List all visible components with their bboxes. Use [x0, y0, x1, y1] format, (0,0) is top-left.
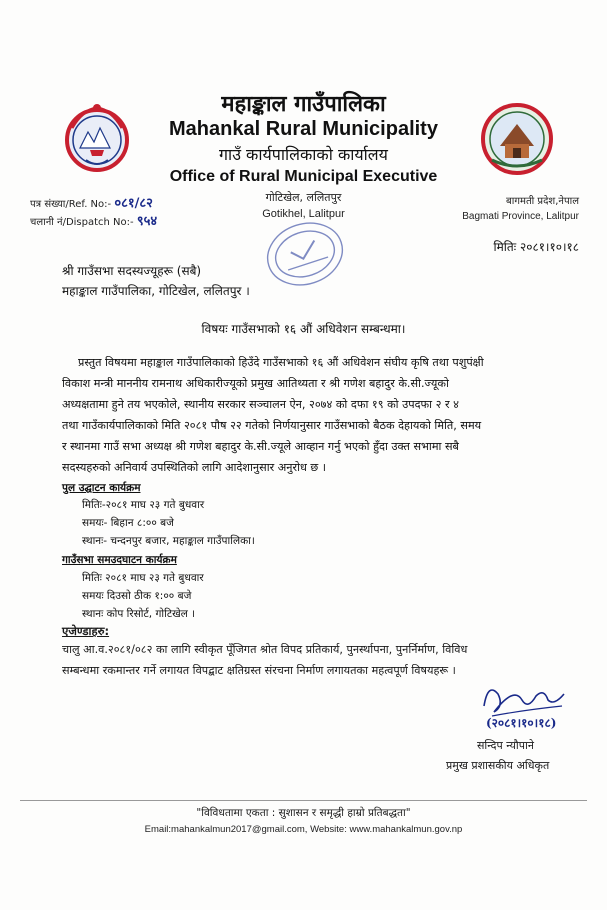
agenda-heading: एजेण्डाहरु:: [62, 624, 110, 638]
date-value: २०८१।१०।१८: [519, 240, 579, 254]
section-item: समयः दिउसो ठीक १:०० बजे: [82, 590, 192, 602]
signatory-name: सन्दिप न्यौपाने: [477, 739, 534, 752]
address-nepali: गोटिखेल, ललितपुर: [265, 191, 342, 204]
reference-value: ०८१/८२: [114, 196, 153, 211]
body-line: र स्थानमा गाउँ सभा अध्यक्ष श्री गणेश बहादुर के.सी.ज्यूले आव्हान गर्नु भएको हुँदा उक्त सभामा सबै: [62, 440, 459, 453]
signatory-title: प्रमुख प्रशासकीय अधिकृत: [446, 759, 550, 772]
section-heading: गाउँसभा समउदघाटन कार्यक्रम: [62, 554, 177, 566]
section-item: मितिः २०८१ माघ २३ गते बुधवार: [82, 572, 204, 584]
recipient-line-2: महाङ्काल गाउँपालिका, गोटिखेल, ललितपुर ।: [62, 284, 250, 298]
section-item: मितिः-२०८१ माघ २३ गते बुधवार: [82, 499, 205, 511]
body-line: सदस्यहरुको अनिवार्य उपस्थितिको लागि आदेशानुसार अनुरोध छ ।: [62, 461, 327, 474]
address-english: Gotikhel, Lalitpur: [262, 208, 345, 220]
office-name-nepali: गाउँ कार्यपालिकाको कार्यालय: [219, 145, 388, 164]
dispatch-label: चलानी नं/Dispatch No:-: [30, 217, 134, 228]
body-line: प्रस्तुत विषयमा महाङ्काल गाउँपालिकाको हिउँदे गाउँसभाको १६ औं अधिवेशन संघीय कृषि तथा पशुपंक्षी: [78, 356, 484, 369]
agenda-line: सम्बन्धमा रकमान्तर गर्ने लगायत विपद्बाट क्षतिग्रस्त संरचना निर्माण लगायतका महत्वपूर्ण विषयहरू ।: [62, 664, 456, 677]
section-item: स्थानः कोप रिसोर्ट, गोटिखेल ।: [82, 608, 196, 620]
reference-number: [30, 193, 153, 211]
office-name-english: Office of Rural Municipal Executive: [169, 168, 438, 185]
dispatch-value: ९५४: [136, 214, 158, 229]
municipality-name-nepali: महाङ्काल गाउँपालिका: [221, 92, 386, 117]
signature-date: (२०८१।१०।१८): [486, 716, 557, 730]
footer-motto: "विविधतामा एकता : सुशासन र समृद्धी हाम्रो प्रतिबद्धता": [196, 807, 411, 819]
letter-subject: विषयः गाउँसभाको १६ औं अधिवेशन सम्बन्धमा।: [201, 322, 406, 336]
section-item: स्थानः- चन्दनपुर बजार, महाङ्काल गाउँपालिका।: [82, 535, 255, 547]
province-nepali: बागमती प्रदेश,नेपाल: [506, 196, 579, 207]
official-stamp-icon: [262, 218, 348, 290]
body-line: तथा गाउँकार्यपालिकाको मिति २०८१ पौष २२ गतेको निर्णयानुसार गाउँसभाको बैठक देहायको मिति, समय: [62, 419, 482, 432]
dispatch-number: [30, 211, 157, 229]
footer-contact: Email:mahankalmun2017@gmail.com, Website: www.mahankalmun.gov.np: [144, 824, 463, 835]
date-label: मितिः: [493, 240, 517, 254]
agenda-line: चालु आ.व.२०८१/०८२ का लागि स्वीकृत पूँजिगत श्रोत विपद प्रतिकार्य, पुनर्स्थापना, पुनर्निर्माण, विविध: [62, 643, 468, 656]
recipient-line-1: श्री गाउँसभा सदस्यज्यूहरू (सबै): [62, 264, 202, 278]
letter-date: [493, 238, 579, 255]
footer-divider: [20, 800, 587, 801]
section-item: समयः- बिहान ८:०० बजे: [82, 517, 174, 529]
reference-label: पत्र संख्या/Ref. No:-: [30, 199, 112, 210]
body-line: अध्यक्षतामा हुने तय भएकोले, स्थानीय सरकार सञ्चालन ऐन, २०७४ को दफा १९ को उपदफा २ र ४: [62, 398, 459, 411]
municipality-name-english: Mahankal Rural Municipality: [169, 118, 438, 140]
body-line: विकाश मन्त्री माननीय रामनाथ अधिकारीज्यूको प्रमुख आतिथ्यता र श्री गणेश बहादुर के.सी.ज्यूको: [62, 377, 449, 390]
province-english: Bagmati Province, Lalitpur: [462, 211, 579, 222]
section-heading: पुल उद्घाटन कार्यक्रम: [62, 482, 141, 494]
